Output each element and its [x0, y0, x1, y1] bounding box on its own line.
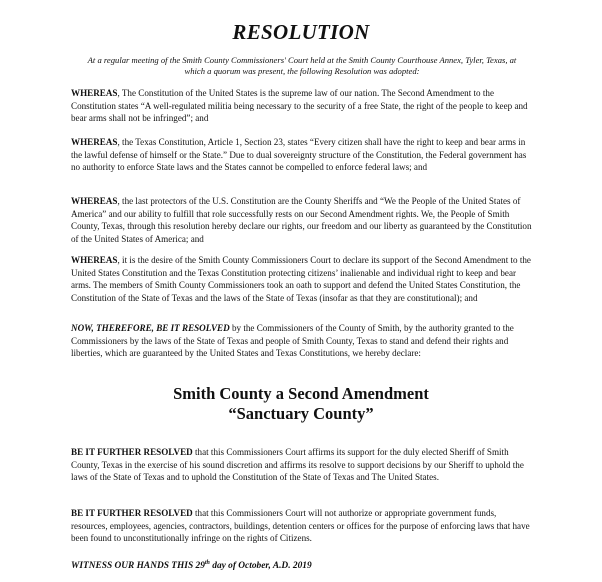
witness-suffix: th [204, 560, 210, 566]
paragraph-lead: BE IT FURTHER RESOLVED [71, 447, 193, 457]
witness-rest: day of October, A.D. 2019 [209, 561, 312, 571]
resolved-paragraph [71, 322, 533, 360]
whereas-paragraph-4 [71, 254, 533, 304]
paragraph-text: , the last protectors of the U.S. Constitution are the County Sheriffs and “We the People of the United States of America” and our ability to fulfill that role successfully rests on our Second Amendment rights. We, the People of Smith County, Texas, through this resolution hereby declare our rights, our freedom and our liberty as guaranteed by the Constitution of the United States of America; and [71, 196, 532, 244]
paragraph-lead: NOW, THEREFORE, BE IT RESOLVED [71, 323, 230, 333]
paragraph-lead: WHEREAS [71, 196, 118, 206]
further-resolved-paragraph-1 [71, 446, 533, 484]
intro-statement: At a regular meeting of the Smith County Commissioners' Court held at the Smith County Courthouse Annex, Tyler, Texas, at which a quorum was present, the following Resolution was adopted: [87, 55, 517, 77]
whereas-paragraph-1 [71, 87, 533, 125]
whereas-paragraph-3 [71, 195, 533, 245]
paragraph-text: that this Commissioners Court will not authorize or appropriate government funds, resources, employees, agencies, contractors, buildings, detention centers or offices for the purpose of enforcing laws that have been found to unconstitutionally infringe on the rights of Citizens. [71, 508, 530, 544]
paragraph-text: by the Commissioners of the County of Smith, by the authority granted to the Commissioners by the laws of the State of Texas and people of Smith County, Texas to stand and defend their rights and liberties, which are guaranteed by the United States and Texas Constitutions, we hereby declare: [71, 323, 514, 359]
witness-prefix: WITNESS OUR HANDS THIS 29 [71, 561, 205, 571]
paragraph-text: , The Constitution of the United States is the supreme law of our nation. The Second Amendment to the Constitution states “A well-regulated militia being necessary to the security of a free State, the right of the people to keep and bear arms shall not be infringed”; and [71, 88, 528, 124]
paragraph-text: , it is the desire of the Smith County Commissioners Court to declare its support of the Second Amendment to the United States Constitution and the Texas Constitution protecting citizens’ inalienable and individual right to keep and bear arms. The members of Smith County Commissioners took an oath to support and defend the United States Constitution, the Constitution of the State of Texas and the laws of the State of Texas (insofar as that they are constitutional); and [71, 255, 531, 303]
paragraph-text: that this Commissioners Court affirms its support for the duly elected Sheriff of Smith County, Texas in the exercise of his sound discretion and affirms its resolve to support decisions by our Sheriff to uphold the laws of the State of Texas and to uphold the Constitution of the State of Texas and The United States. [71, 447, 524, 483]
paragraph-lead: WHEREAS [71, 255, 118, 265]
paragraph-lead: BE IT FURTHER RESOLVED [71, 508, 193, 518]
paragraph-lead: WHEREAS [71, 88, 118, 98]
document-title: RESOLUTION [232, 20, 370, 44]
paragraph-lead: WHEREAS [71, 137, 118, 147]
paragraph-text: , the Texas Constitution, Article 1, Section 23, states “Every citizen shall have the right to keep and bear arms in the lawful defense of himself or the State.” Due to dual sovereignty structure of the Constitution, the Federal government has no authority to enforce State laws and the States cannot be compelled to enforce federal laws; and [71, 137, 527, 173]
declaration-line-2: “Sanctuary County” [228, 404, 374, 423]
further-resolved-paragraph-2 [71, 507, 533, 545]
declaration-line-1: Smith County a Second Amendment [173, 384, 429, 403]
whereas-paragraph-2 [71, 136, 533, 174]
witness-line [71, 557, 312, 572]
